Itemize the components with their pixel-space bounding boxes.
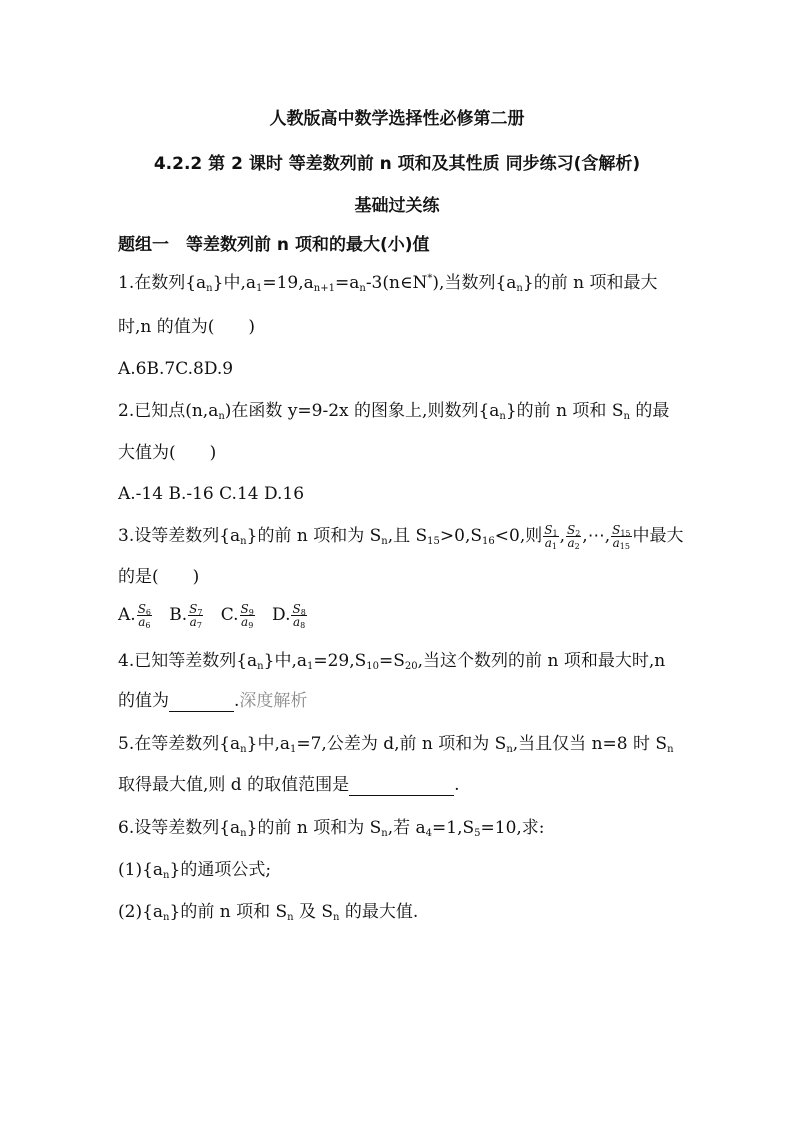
question-1-options: A.6B.7C.8D.9 <box>118 359 234 379</box>
question-1-line-1: 1.在数列$\{a_n\}$中$,a_1=19,a_{n+1}=a_n-3(n\in N^*)$,当数列$\{a_n\}$的前 n 项和最大 <box>118 273 658 294</box>
document-title: 人教版高中数学选择性必修第二册 <box>269 109 525 129</box>
option-c-fraction: $\frac{S_9}{a_9}$ <box>240 602 254 630</box>
question-3-options: A. $\frac{S_6}{a_6}$ B. $\frac{S_7}{a_7}$ C. $\frac{S_9}{a_9}$ D. $\frac{S_8}{a_8}$ <box>118 602 306 630</box>
option-a-fraction: $\frac{S_6}{a_6}$ <box>137 602 152 630</box>
fraction-s15-a15: $\frac{S_{15}}{a_{15}}$ <box>612 523 631 551</box>
option-d-fraction: $\frac{S_8}{a_8}$ <box>292 602 306 630</box>
answer-blank[interactable] <box>169 695 234 712</box>
question-2-line-2: 大值为( ) <box>118 443 217 463</box>
document-subtitle: 4.2.2 第 2 课时 等差数列前 n 项和及其性质 同步练习(含解析) <box>153 154 641 174</box>
question-5-line-2: 取得最大值,则 d 的取值范围是 . <box>118 775 460 795</box>
question-3-line-2: 的是( ) <box>118 567 200 587</box>
answer-blank[interactable] <box>349 779 454 796</box>
group-heading: 题组一 等差数列前 n 项和的最大(小)值 <box>118 235 430 255</box>
question-2-options: A.-14 B.-16 C.14 D.16 <box>118 484 305 504</box>
question-2-line-1: 2.已知点$(n,a_n)$在函数 y=9-2x 的图象上,则数列$\{a_n\}$的前 n 项和 $S_n$ 的最 <box>118 401 670 422</box>
question-4-line-2: 的值为 .深度解析 <box>118 691 308 711</box>
question-4-line-1: 4.已知等差数列$\{a_n\}$中$,a_1=29,S_{10}=S_{20}$,当这个数列的前 n 项和最大时,n <box>118 651 666 672</box>
deep-analysis-link[interactable]: 深度解析 <box>239 691 308 711</box>
question-5-line-1: 5.在等差数列$\{a_n\}$中$,a_1=7$,公差为 d,前 n 项和为 $S_n$,当且仅当 n=8 时 $S_n$ <box>118 734 674 755</box>
question-6-part-2: $(2)\{a_n\}$的前 n 项和 $S_n$ 及 $S_n$ 的最大值. <box>118 902 419 923</box>
option-b-fraction: $\frac{S_7}{a_7}$ <box>189 602 203 630</box>
question-6-line-1: 6.设等差数列$\{a_n\}$的前 n 项和为 $S_n$,若 $a_4=1,S_5=10$,求: <box>118 818 545 839</box>
question-6-part-1: $(1)\{a_n\}$的通项公式; <box>118 860 272 881</box>
section-heading: 基础过关练 <box>354 196 440 216</box>
fraction-s1-a1: $\frac{S_1}{a_1}$ <box>544 523 558 551</box>
fraction-s2-a2: $\frac{S_2}{a_2}$ <box>566 523 581 551</box>
question-1-line-2: 时,n 的值为( ) <box>118 317 256 337</box>
question-3-line-1: 3.设等差数列$\{a_n\}$的前 n 项和为 $S_n$,且 $S_{15}>0,S_{16}<0$,则 $\frac{S_1}{a_1}$ , $\frac{S_2}{a_2}$ ,⋯, $\frac{S_{15}}{a_{15}}$ 中最大 <box>118 523 684 551</box>
